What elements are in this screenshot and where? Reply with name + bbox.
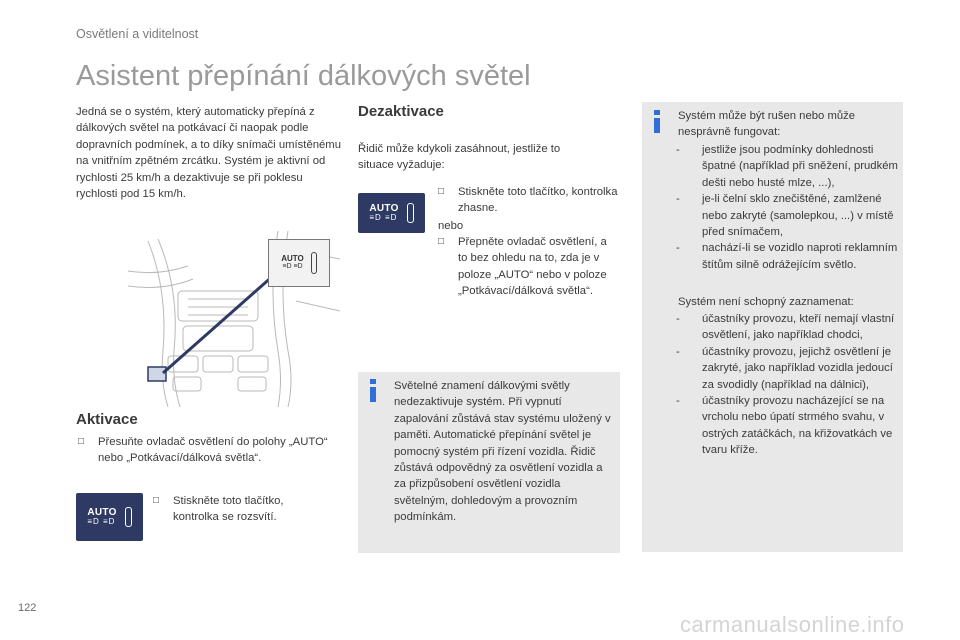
checkbox-bullet-icon: □ (153, 495, 160, 506)
limitations-list (676, 142, 902, 273)
list-item: - účastníky provozu nacházející se na vrcholu nebo úpatí strmého svahu, v ostrých zatáčkách, na křižovatkách ve tvaru kříže. (676, 395, 893, 457)
auto-high-beam-icon: AUTO ≡D ≡D (281, 254, 304, 270)
list-item: - nachází-li se vozidlo naproti reklamním štítům silně odrážejícím světlo. (676, 242, 898, 271)
checkbox-bullet-icon: □ (438, 186, 445, 197)
activation-step-2: □ Stiskněte toto tlačítko, kontrolka se rozsvítí. (153, 493, 313, 526)
deactivation-step-1: □ Stiskněte toto tlačítko, kontrolka zhasne. (438, 184, 618, 217)
undetectable-list (676, 311, 902, 459)
list-item: - účastníky provozu, kteří nemají vlastní osvětlení, jako například chodci, (676, 313, 895, 342)
checkbox-bullet-icon: □ (438, 236, 445, 247)
info-memory-text: Světelné znamení dálkovými světly nedezaktivuje systém. Při vypnutí zapalování zůstává stav systému uložený v paměti. Automatické přepínání světel je pomocný systém při řízení vozidla. Řidič zůstává odpovědný za osvětlení vozidla a za přizpůsobení osvětlení vozidla světelným, dohledovým a provozním podmínkám. (394, 380, 611, 524)
deactivation-intro: Řidič může kdykoli zasáhnout, jestliže to situace vyžaduje: (358, 143, 561, 172)
activation-step-1: □ Přesuňte ovladač osvětlení do polohy „AUTO“ nebo „Potkávací/dálková světla“. (78, 434, 343, 467)
info-box-memory (358, 372, 620, 553)
section-header: Osvětlení a viditelnost (76, 27, 199, 41)
page-title: Asistent přepínání dálkových světel (76, 60, 531, 92)
info-icon (370, 379, 376, 402)
info-icon (654, 110, 660, 133)
undetectable-intro: Systém není schopný zaznamenat: (678, 296, 854, 308)
deactivation-or: nebo (438, 220, 464, 232)
intro-paragraph: Jedná se o systém, který automaticky přepíná z dálkových světel na potkávací či naopak podle dopravních podmínek, a to díky snímači umístěnému na vnitřním zpětném zrcátku. Systém je aktivní od rychlosti 25 km/h a dezaktivuje se při poklesu rychlosti pod 15 km/h. (76, 106, 341, 201)
watermark: carmanualsonline.info (680, 612, 905, 637)
indicator-lamp-icon (311, 252, 317, 274)
auto-button-off (358, 193, 425, 233)
button-zoom-callout (268, 239, 330, 287)
auto-high-beam-icon: AUTO ≡D ≡D (369, 203, 399, 222)
limitations-intro: Systém může být rušen nebo může nesprávně fungovat: (678, 110, 856, 139)
checkbox-bullet-icon: □ (78, 436, 85, 447)
list-item: - účastníky provozu, jejichž osvětlení je zakryté, jako například vozidla jedoucí za svodidly (například na dálnici), (676, 345, 893, 391)
page-number: 122 (18, 602, 37, 614)
indicator-lamp-icon (125, 507, 132, 527)
activation-heading: Aktivace (76, 411, 138, 428)
list-item: - jestliže jsou podmínky dohlednosti špatné (například při sněžení, prudkém dešti nebo husté mlze, ...), (676, 144, 898, 189)
list-item: - je-li čelní sklo znečištěné, zamlžené nebo zakryté (samolepkou, ...) v místě před snímačem, (676, 193, 894, 239)
auto-button-on (76, 493, 143, 541)
info-box-limitations (642, 102, 903, 552)
auto-high-beam-icon: AUTO ≡D ≡D (87, 507, 117, 526)
indicator-lamp-icon (407, 203, 414, 223)
deactivation-step-2: □ Přepněte ovladač osvětlení, a to bez ohledu na to, zda je v poloze „AUTO“ nebo v poloze „Potkávací/dálková světla“. (438, 234, 618, 300)
deactivation-heading: Dezaktivace (358, 103, 444, 120)
